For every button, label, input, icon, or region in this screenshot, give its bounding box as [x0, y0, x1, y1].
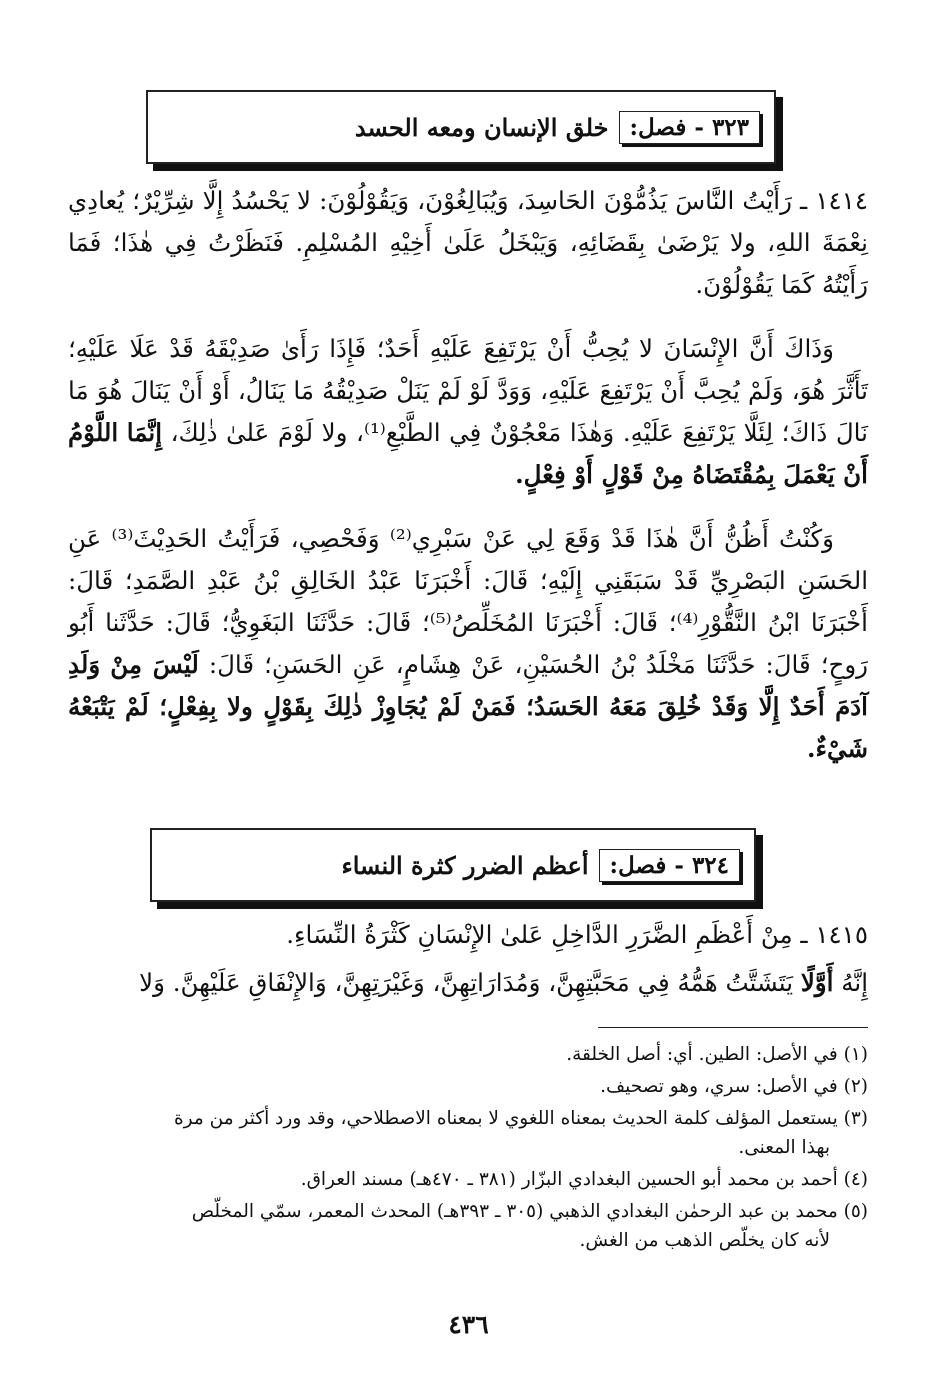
footnote-text: (٥) محمد بن عبد الرحمٰن البغدادي الذهبي (٣٠٥ ـ ٣٩٣هـ) المحدث المعمر، سمّي المخلّص: [191, 1201, 868, 1222]
section-title: خلق الإنسان ومعه الحسد: [354, 112, 609, 142]
footnote-5: [70, 1197, 868, 1255]
text-line: أَبُو رَوحٍ؛ قَالَ: حَدَّثَنَا مَخْلَدُ بْنُ الحُسَيْنِ، عَنْ هِشَامٍ، عَنِ الحَسَنِ؛ قَالَ:: [68, 608, 868, 679]
page-number: ٤٣٦: [448, 1310, 489, 1339]
footnote-1: (١) في الأصل: الطين. أي: أصل الخلقة.: [566, 1044, 868, 1065]
text-line: أَخْبَرَنَا ابْنُ النَّقُّوْرِ⁽⁴⁾؛ قَالَ: أَخْبَرَنَا المُخَلِّصُ⁽⁵⁾؛ قَالَ: حَدَّثَنَا البَغَوِيُّ؛ قَالَ: حَدَّثَنا: [105, 608, 868, 637]
bold-text: اللَّوْمُ أَنْ يَعْمَلَ بِمُقْتَضَاهُ مِنْ قَوْلٍ أَوْ فِعْلٍ.: [68, 418, 868, 489]
text-line: ١٤١٥ ـ مِنْ أَعْظَمِ الضَّرَرِ الدَّاخِلِ عَلىٰ الإِنْسَانِ كَثْرَةُ النِّسَاءِ.: [286, 920, 868, 949]
text-line: ١٤١٤ ـ رَأَيْتُ النَّاسَ يَذُمُّوْنَ الحَاسِدَ، وَيُبَالِغُوْنَ، وَيَقُوْلُوْنَ: لا يَحْسُدُ إِلَّا: [202, 186, 868, 215]
footnote-text: (٣) يستعمل المؤلف كلمة الحديث بمعناه اللغوي لا بمعناه الاصطلاحي، وقد ورد أكثر من مرة: [173, 1108, 868, 1129]
paragraph-1415-cont: [68, 962, 868, 1004]
footnote-continuation: بهذا المعنى.: [738, 1137, 830, 1158]
text-line: يَتَشَتَّتُ هَمُّهُ فِي مَحَبَّتِهِنَّ، وَمُدَارَاتِهِنَّ، وَغَيْرَتِهِنَّ، وَالإِنْفَاقِ عَلَيْهِنَّ. وَلا: [139, 968, 794, 997]
section-header-323: [146, 90, 776, 164]
text-line: وَذَاكَ أَنَّ الإِنْسَانَ لا يُحِبُّ أَنْ يَرْتَفِعَ عَلَيْهِ أَحَدٌ؛ فَإِذَا رَأَىٰ صَدِيْقَهُ قَدْ عَلَا عَلَيْهِ؛: [68, 334, 834, 363]
footnote-4: (٤) أحمد بن محمد أبو الحسين البغدادي البزّار (٣٨١ ـ ٤٧٠هـ) مسند العراق.: [300, 1169, 868, 1190]
footnote-continuation: لأنه كان يخلّص الذهب من الغش.: [579, 1230, 830, 1251]
text-line: وَكُنْتُ أَظُنُّ أَنَّ هٰذَا قَدْ وَقَعَ لِي عَنْ سَبْرِي⁽²⁾ وَفَحْصِي، فَرَأَيْتُ الحَدِيْثَ⁽³⁾ عَنِ: [68, 524, 834, 553]
footnote-divider: [598, 1027, 868, 1028]
text-line: تَأَثَّرَ هُوَ، وَلَمْ يُحِبَّ أَنْ يَرْتَفِعَ عَلَيْهِ، وَوَدَّ لَوْ لَمْ يَنَلْ صَدِيْقُهُ مَا يَنَالُ، أَوْ أَنْ يَنَالَ هُوَ: [96, 376, 868, 405]
paragraph-1415: [68, 914, 868, 956]
bold-text: أَوَّلًا: [800, 968, 834, 997]
section-header-324: [150, 828, 756, 902]
footnote-3: [70, 1104, 868, 1162]
bold-text: شَيْءٌ.: [807, 734, 868, 763]
bold-text: وَلَدِ آدَمَ أَحَدٌ إِلَّا وَقَدْ خُلِقَ مَعَهُ الحَسَدُ؛ فَمَنْ لَمْ يُجَاوِزْ ذٰلِكَ بِقَوْلٍ ولا بِفِعْلٍ؛ لَمْ يَتْبَعْهُ: [68, 650, 868, 721]
text-line: الحَسَنِ البَصْرِيِّ قَدْ سَبَقَنِي إِلَيْهِ؛ قَالَ: أَخْبَرَنَا عَبْدُ الخَالِقِ بْنُ عَبْدِ الصَّمَدِ؛ قَالَ:: [68, 566, 868, 595]
text-line: إِنَّهُ: [841, 968, 868, 997]
main-text-block: [68, 180, 868, 770]
text-line: هٰذَا؛ فَمَا رَأَيْتُهُ كَمَا يَقُوْلُوْنَ.: [68, 228, 868, 299]
main-text-block-2: [68, 914, 868, 1004]
section-number-tag: ٣٢٤ - فصل:: [599, 849, 740, 882]
section-number-tag: ٣٢٣ - فصل:: [619, 111, 760, 144]
paragraph-3: [68, 518, 868, 770]
paragraph-1414: [68, 180, 868, 306]
text-line: شِرِّيْرٌ؛ يُعادِي نِعْمَةَ اللهِ، ولا يَرْضَىٰ بِقَضَائِهِ، وَيَبْخَلُ عَلَىٰ أَخِيْهِ المُسْلِمِ. فَنَظَرْتُ فِي: [68, 186, 868, 257]
bold-text: لَيْسَ مِنْ: [110, 650, 199, 679]
footnotes: [70, 1040, 868, 1258]
footnote-2: (٢) في الأصل: سري، وهو تصحيف.: [600, 1076, 868, 1097]
paragraph-2: [68, 328, 868, 496]
bold-text: إِنَّمَا: [126, 418, 163, 447]
section-title: أعظم الضرر كثرة النساء: [341, 850, 589, 880]
text-line: مَا نَالَ ذَاكَ؛ لِئَلَّا يَرْتَفِعَ عَلَيْهِ. وَهٰذَا مَعْجُوْنٌ فِي الطَّبْعِ⁽¹⁾، ولا لَوْمَ عَلىٰ ذٰلِكَ،: [68, 376, 868, 447]
